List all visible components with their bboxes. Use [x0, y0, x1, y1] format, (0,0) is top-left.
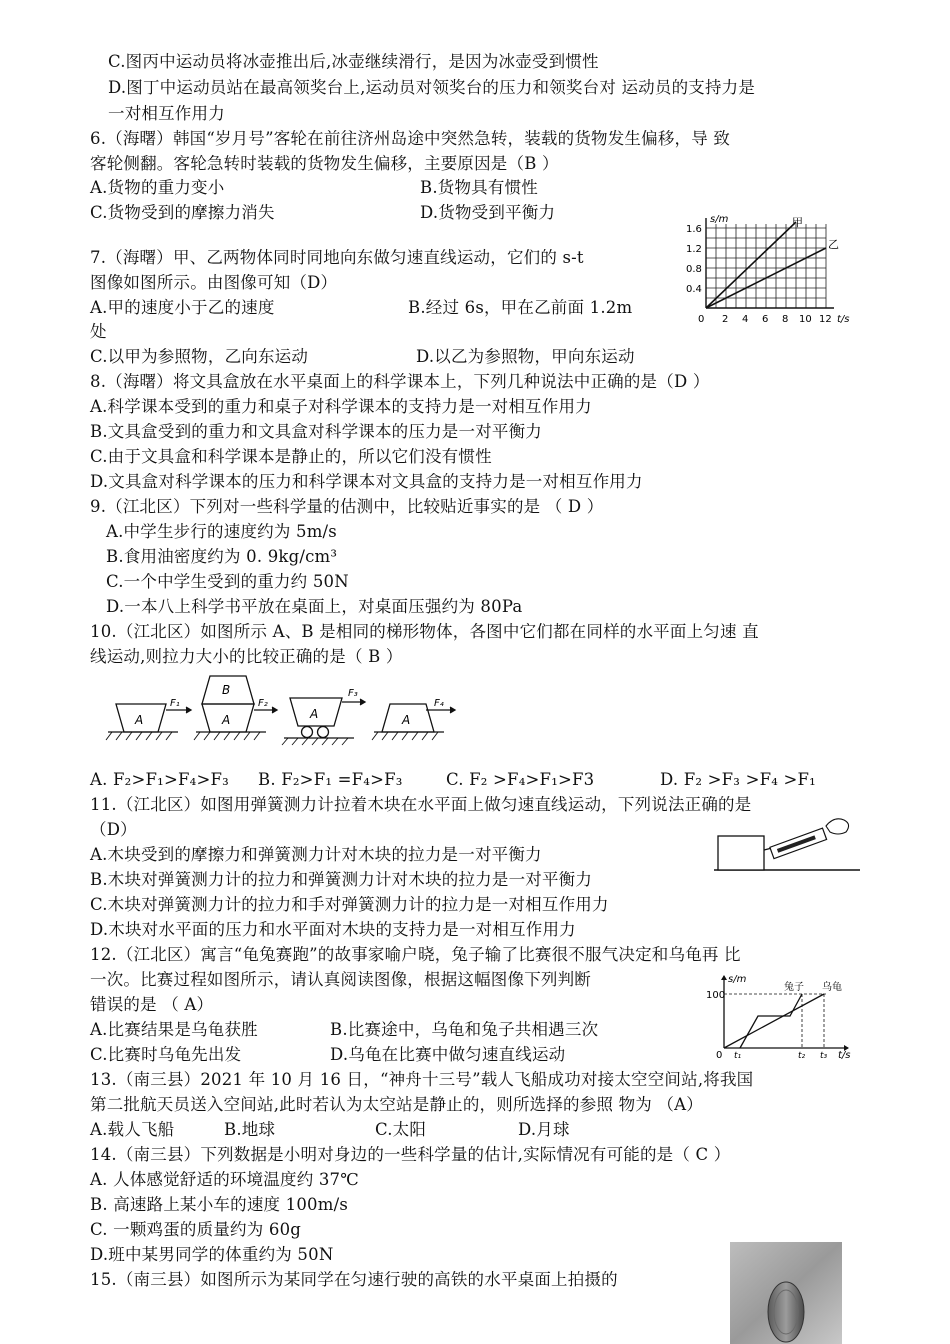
- trap-force-f3: F₃: [348, 688, 358, 699]
- q8-option-b: B.文具盒受到的重力和文具盒对科学课本的压力是一对平衡力: [90, 422, 542, 441]
- q12-option-a: A.比赛结果是乌龟获胜: [90, 1020, 258, 1039]
- race-t3: t₃: [820, 1051, 828, 1061]
- st-ytick: 0.4: [686, 284, 702, 295]
- q9-option-a: A.中学生步行的速度约为 5m/s: [106, 522, 337, 541]
- trap-panel-4: [372, 704, 455, 740]
- st-ytick: 0.8: [686, 264, 702, 275]
- q11-option-a: A.木块受到的摩擦力和弹簧测力计对木块的拉力是一对平衡力: [90, 845, 542, 864]
- q7-option-b: B.经过 6s，甲在乙前面 1.2m: [408, 298, 633, 317]
- st-xtick: 10: [799, 314, 812, 325]
- race-line-turtle: [724, 994, 824, 1048]
- trap-label-a3: A: [310, 707, 319, 721]
- race-y100: 100: [706, 990, 726, 1001]
- st-ytick: 1.2: [686, 244, 702, 255]
- q5-option-c: C.图丙中运动员将冰壶推出后,冰壶继续滑行，是因为冰壶受到惯性: [108, 52, 599, 71]
- coin: [768, 1282, 804, 1342]
- q7-option-c: C.以甲为参照物，乙向东运动: [90, 347, 309, 366]
- trap-panel-1: [106, 704, 191, 740]
- trap-force-f4: F₄: [434, 698, 444, 709]
- race-origin: 0: [716, 1050, 723, 1061]
- trap-label-b: B: [222, 683, 231, 697]
- race-ylabel: s/m: [728, 974, 747, 985]
- q8-option-c: C.由于文具盒和科学课本是静止的，所以它们没有惯性: [90, 447, 492, 466]
- q10-option-c: C. F₂ >F₄>F₁>F3: [446, 770, 595, 789]
- q5-option-d-cont: 一对相互作用力: [108, 104, 225, 123]
- q12-option-d: D.乌龟在比赛中做匀速直线运动: [330, 1045, 566, 1064]
- st-label-jia: 甲: [792, 216, 803, 229]
- st-xtick: 12: [819, 314, 832, 325]
- q11-option-c: C.木块对弹簧测力计的拉力和手对弹簧测力计的拉力是一对相互作用力: [90, 895, 609, 914]
- st-xlabel: t/s: [837, 314, 850, 325]
- q12-stem: 12.（江北区）寓言“龟兔赛跑”的故事家喻户晓，兔子输了比赛很不服气决定和乌龟再 比: [90, 945, 741, 964]
- q9-option-c: C.一个中学生受到的重力约 50N: [106, 572, 349, 591]
- q10-stem-cont: 线运动,则拉力大小的比较正确的是（ B ）: [90, 647, 403, 666]
- st-ylabel: s/m: [710, 214, 729, 225]
- st-ytick: 1.6: [686, 224, 702, 235]
- q12-stem-cont: 一次。比赛过程如图所示，请认真阅读图像，根据这幅图像下列判断: [90, 970, 591, 989]
- q10-option-b: B. F₂>F₁ =F₄>F₃: [258, 770, 403, 789]
- q8-stem: 8.（海曙）将文具盒放在水平桌面上的科学课本上，下列几种说法中正确的是（D ）: [90, 372, 710, 391]
- q7-st-graph: [682, 212, 862, 328]
- q14-option-b: B. 高速路上某小车的速度 100m/s: [90, 1195, 349, 1214]
- st-label-yi: 乙: [828, 238, 839, 251]
- q7-option-d: D.以乙为参照物，甲向东运动: [416, 347, 635, 366]
- hand: [826, 819, 849, 834]
- st-xtick: 0: [698, 314, 705, 325]
- q10-trapezoid-figure: [104, 662, 466, 746]
- q7-stem: 7.（海曙）甲、乙两物体同时同地向东做匀速直线运动，它们的 s-t: [90, 248, 584, 267]
- q14-option-c: C. 一颗鸡蛋的质量约为 60g: [90, 1220, 302, 1239]
- q13-option-c: C.太阳: [375, 1120, 427, 1139]
- q14-stem: 14.（南三县）下列数据是小明对身边的一些科学量的估计,实际情况有可能的是（ C ）: [90, 1145, 731, 1164]
- st-xtick: 4: [742, 314, 749, 325]
- q9-stem: 9.（江北区）下列对一些科学量的估测中，比较贴近事实的是 （ D ）: [90, 497, 604, 516]
- q11-option-d: D.木块对水平面的压力和水平面对木块的支持力是一对相互作用力: [90, 920, 576, 939]
- q14-option-d: D.班中某男同学的体重约为 50N: [90, 1245, 334, 1264]
- q14-option-a: A. 人体感觉舒适的环境温度约 37℃: [90, 1170, 359, 1189]
- q12-race-graph: [706, 972, 862, 1061]
- q6-stem-cont: 客轮侧翻。客轮急转时装载的货物发生偏移，主要原因是（B ）: [90, 154, 559, 173]
- q11-stem-cont: （D）: [90, 820, 137, 839]
- race-t2: t₂: [798, 1051, 806, 1061]
- trap-panel-3: [282, 698, 365, 745]
- q8-option-a: A.科学课本受到的重力和桌子对科学课本的支持力是一对相互作用力: [90, 397, 592, 416]
- st-grid: [706, 224, 826, 308]
- q6-option-d: D.货物受到平衡力: [420, 203, 556, 222]
- st-xtick: 2: [722, 314, 729, 325]
- q15-stem: 15.（南三县）如图所示为某同学在匀速行驶的高铁的水平桌面上拍摄的: [90, 1270, 618, 1289]
- q11-option-b: B.木块对弹簧测力计的拉力和弹簧测力计对木块的拉力是一对平衡力: [90, 870, 593, 889]
- trap-force-f2: F₂: [258, 698, 268, 709]
- wood-block: [718, 836, 764, 870]
- q12-option-b: B.比赛途中，乌龟和兔子共相遇三次: [330, 1020, 599, 1039]
- q15-coin-photo: [730, 1242, 842, 1344]
- q7-option-a: A.甲的速度小于乙的速度: [90, 298, 275, 317]
- q11-stem: 11.（江北区）如图用弹簧测力计拉着木块在水平面上做匀速直线运动，下列说法正确的是: [90, 795, 752, 814]
- q13-stem: 13.（南三县）2021 年 10 月 16 日，“神舟十三号”载人飞船成功对接太空空间站,将我国: [90, 1070, 754, 1089]
- trap-force-f1: F₁: [170, 698, 180, 709]
- q11-spring-scale-figure: [712, 812, 862, 878]
- q5-option-d: D.图丁中运动员站在最高领奖台上,运动员对领奖台的压力和领奖台对 运动员的支持力是: [108, 78, 756, 97]
- q9-option-b: B.食用油密度约为 0. 9kg/cm³: [106, 547, 338, 566]
- q9-option-d: D.一本八上科学书平放在桌面上，对桌面压强约为 80Pa: [106, 597, 523, 616]
- st-xtick: 8: [782, 314, 789, 325]
- q6-option-a: A.货物的重力变小: [90, 178, 225, 197]
- q6-stem: 6.（海曙）韩国“岁月号”客轮在前往济州岛途中突然急转，装载的货物发生偏移，导 致: [90, 129, 731, 148]
- race-line-rabbit: [740, 994, 802, 1048]
- q7-option-b-cont: 处: [90, 322, 107, 341]
- q13-option-b: B.地球: [224, 1120, 276, 1139]
- q7-stem-cont: 图像如图所示。由图像可知（D）: [90, 273, 338, 292]
- q13-stem-cont: 第二批航天员送入空间站,此时若认为太空站是静止的，则所选择的参照 物为 （A）: [90, 1095, 703, 1114]
- q10-option-d: D. F₂ >F₃ >F₄ >F₁: [660, 770, 816, 789]
- trap-label-a2: A: [222, 713, 231, 727]
- race-label-rabbit: 兔子: [784, 982, 804, 993]
- race-t1: t₁: [734, 1051, 742, 1061]
- q12-stem-cont2: 错误的是 （ A）: [90, 995, 214, 1014]
- q8-option-d: D.文具盒对科学课本的压力和科学课本对文具盒的支持力是一对相互作用力: [90, 472, 643, 491]
- spring-scale: [770, 828, 827, 858]
- q10-stem: 10.（江北区）如图所示 A、B 是相同的梯形物体，各图中它们都在同样的水平面上匀速 直: [90, 622, 759, 641]
- q6-option-c: C.货物受到的摩擦力消失: [90, 203, 275, 222]
- st-line-jia: [706, 222, 796, 308]
- q10-option-a: A. F₂>F₁>F₄>F₃: [90, 770, 229, 789]
- q13-option-d: D.月球: [518, 1120, 570, 1139]
- race-label-turtle: 乌龟: [822, 982, 842, 993]
- q13-option-a: A.载人飞船: [90, 1120, 175, 1139]
- trap-label-a4: A: [402, 713, 411, 727]
- race-xlabel: t/s: [838, 1050, 851, 1061]
- q6-option-b: B.货物具有惯性: [420, 178, 538, 197]
- st-xtick: 6: [762, 314, 769, 325]
- q12-option-c: C.比赛时乌龟先出发: [90, 1045, 242, 1064]
- trap-label-a1: A: [135, 713, 144, 727]
